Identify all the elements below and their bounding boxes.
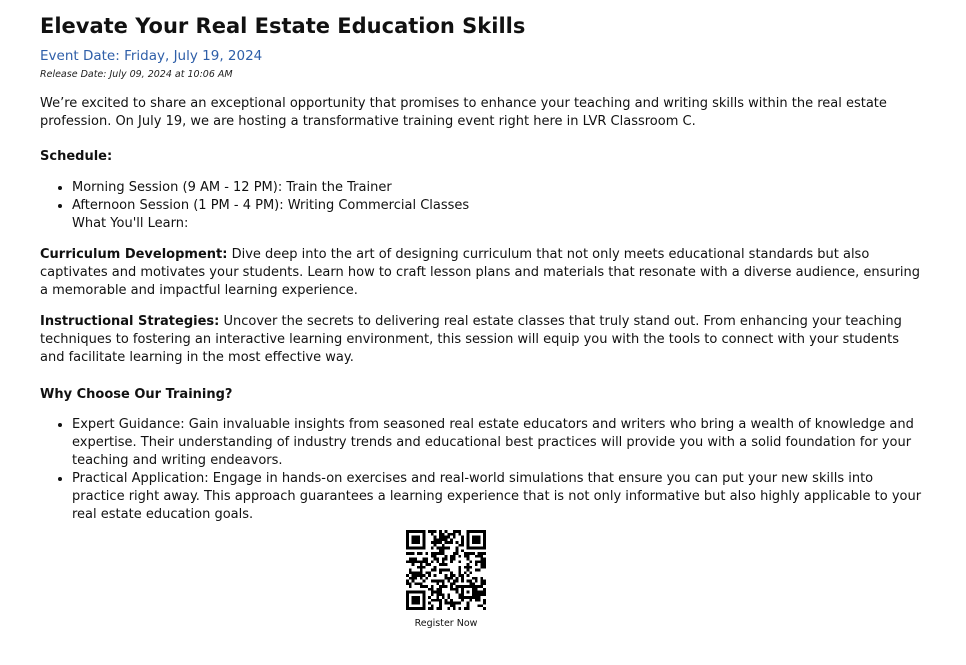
instructional-label: Instructional Strategies: (40, 314, 220, 329)
intro-paragraph: We’re excited to share an exceptional opportunity that promises to enhance your teaching and writing skills within the real estate profession. On July 19, we are hosting a transformative training event right here in LVR Classroom C. (40, 96, 887, 129)
why-item-expert-guidance: • Expert Guidance: Gain invaluable insights from seasoned real estate educators and writers who bring a wealth of knowledge and expertise. Their understanding of industry trends and educational best practices will provide you with a solid foundation for your teaching and writing endeavors. (72, 416, 926, 470)
register-now-caption[interactable]: Register Now (414, 618, 478, 629)
release-date: Release Date: July 09, 2024 at 10:06 AM (40, 69, 233, 80)
schedule-item-morning: • Morning Session (9 AM - 12 PM): Train the Trainer (72, 179, 926, 197)
curriculum-text: Dive deep into the art of designing curriculum that not only meets educational standards but also captivates and motivates your students. Learn how to craft lesson plans and materials that resonate with a diverse audience, ensuring a memorable and impactful learning experience. (40, 247, 921, 298)
curriculum-paragraph (40, 246, 926, 300)
why-item-practical-application: • Practical Application: Engage in hands-on exercises and real-world simulations that ensure you can put your new skills into practice right away. This approach guarantees a learning experience that is not only informative but also highly applicable to your real estate education goals. (72, 470, 926, 524)
curriculum-label: Curriculum Development: (40, 247, 228, 262)
instructional-text: Uncover the secrets to delivering real estate classes that truly stand out. From enhancing your teaching techniques to fostering an interactive learning environment, this session will equip you with the tools to connect with your students and facilitate learning in the most effective way. (40, 314, 902, 365)
instructional-paragraph (40, 313, 926, 367)
schedule-item-afternoon: • Afternoon Session (1 PM - 4 PM): Writing Commercial Classes (72, 197, 926, 215)
why-list (40, 416, 926, 524)
what-youll-learn-label: What You'll Learn: (72, 216, 189, 231)
page-title: Elevate Your Real Estate Education Skills (40, 14, 526, 38)
schedule-heading: Schedule: (40, 149, 113, 164)
qr-code-icon[interactable] (406, 530, 486, 610)
event-date: Event Date: Friday, July 19, 2024 (40, 48, 263, 64)
register-qr-block[interactable] (406, 530, 486, 630)
schedule-list (40, 179, 926, 215)
why-heading: Why Choose Our Training? (40, 387, 233, 402)
